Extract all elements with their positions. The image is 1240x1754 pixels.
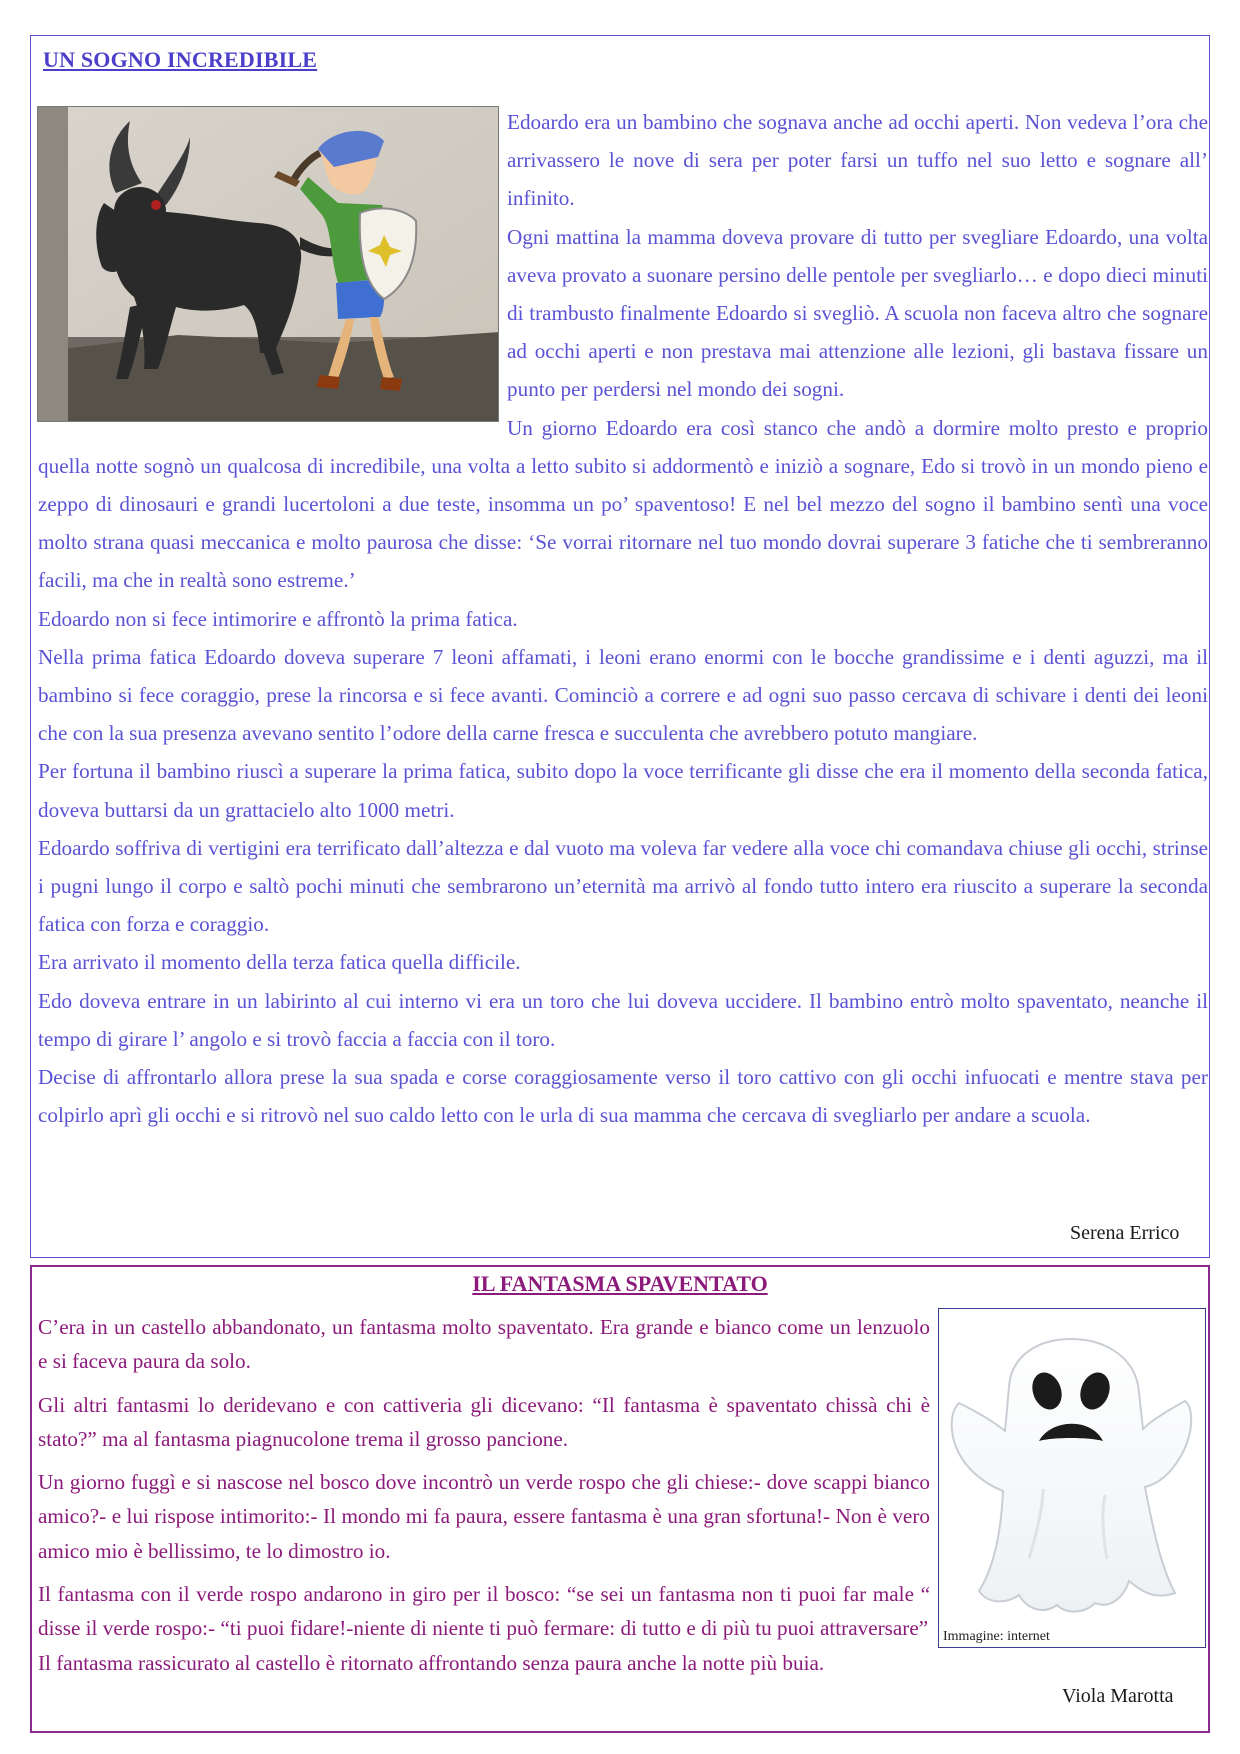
article1-paragraph: Un giorno Edoardo era così stanco che andò a dormire molto presto e proprio quella notte sognò un qualcosa di incredibile, una volta a letto subito si addormentò e iniziò a sognare, Edo si trovò in un mondo pieno e zeppo di dinosauri e grandi lucertoloni a due teste, insomma un po’ spaventoso! E nel bel mezzo del sogno il bambino sentì una voce molto strana quasi meccanica e molto paurosa che disse: ‘Se vorrai ritornare nel tuo mondo dovrai superare 3 fatiche che ti sembreranno facili, ma che in realtà sono estreme.’: [38, 415, 1208, 593]
article1-paragraph: Per fortuna il bambino riuscì a superare la prima fatica, subito dopo la voce terrificante gli disse che era il momento della seconda fatica, doveva buttarsi da un grattacielo alto 1000 metri.: [38, 759, 1208, 822]
article1-title: UN SOGNO INCREDIBILE: [43, 47, 318, 72]
ghost-image: [938, 1308, 1206, 1648]
article2-author: Viola Marotta: [1062, 1685, 1174, 1707]
article2-paragraph: Un giorno fuggì e si nascose nel bosco dove incontrò un verde rospo che gli chiese:- dove scappi bianco amico?- e lui rispose intimorito:- Il mondo mi fa paura, essere fantasma è una gran sfortuna!- Non è vero amico mio è bellissimo, te lo dimostro io.: [38, 1470, 930, 1563]
article1-paragraph: Decise di affrontarlo allora prese la sua spada e corse coraggiosamente verso il toro cattivo con gli occhi infuocati e mentre stava per colpirlo aprì gli occhi e si ritrovò nel suo caldo letto con le urla di sua mamma che cercava di svegliarlo per andare a scuola.: [38, 1065, 1208, 1128]
article1-paragraph: Nella prima fatica Edoardo doveva superare 7 leoni affamati, i leoni erano enormi con le bocche grandissime e i denti aguzzi, ma il bambino si fece coraggio, prese la rincorsa e si fece avanti. Cominciò a correre e ad ogni suo passo cercava di schivare i denti dei leoni che con la sua presenza avevano sentito l’odore della carne fresca e succulenta che avrebbero potuto mangiare.: [38, 644, 1208, 746]
article2-paragraph: C’era in un castello abbandonato, un fantasma molto spaventato. Era grande e bianco come un lenzuolo e si faceva paura da solo.: [38, 1315, 930, 1374]
article1-paragraph: Edoardo soffriva di vertigini era terrificato dall’altezza e dal vuoto ma voleva far vedere alla voce chi comandava chiuse gli occhi, strinse i pugni lungo il corpo e saltò pochi minuti che sembrarono un’eternità ma arrivò al fondo tutto intero era riuscito a superare la seconda fatica con forza e coraggio.: [38, 835, 1208, 937]
article2-paragraph: Gli altri fantasmi lo deridevano e con cattiveria gli dicevano: “Il fantasma è spaventato chissà chi è stato?” ma al fantasma piagnucolone trema il grosso pancione.: [38, 1392, 930, 1451]
article2-paragraph: Il fantasma con il verde rospo andarono in giro per il bosco: “se sei un fantasma non ti puoi far male “ disse il verde rospo:- “ti puoi fidare!-niente di niente ti può fermare: di tutto e di più tu puoi attraversare”: [38, 1582, 930, 1641]
article2-body: [38, 1310, 1206, 1680]
article2-title: IL FANTASMA SPAVENTATO: [472, 1271, 768, 1296]
article1-paragraph: Ogni mattina la mamma doveva provare di tutto per svegliare Edoardo, una volta aveva provato a suonare persino delle pentole per svegliarlo… e dopo dieci minuti di trambusto finalmente Edoardo si svegliò. A scuola non faceva altro che sognare ad occhi aperti e non prestava mai attenzione alle lezioni, gli bastava fissare un punto per perdersi nel mondo dei sogni.: [507, 224, 1208, 402]
article1-author: Serena Errico: [1070, 1222, 1180, 1244]
article1-paragraph: Edo doveva entrare in un labirinto al cui interno vi era un toro che lui doveva uccidere. Il bambino entrò molto spaventato, neanche il tempo di girare l’ angolo e si trovò faccia a faccia con il toro.: [38, 988, 1208, 1051]
article1-body: [38, 103, 1208, 1134]
bull-drawing-image: [37, 106, 499, 422]
article2-paragraph: Il fantasma rassicurato al castello è ritornato affrontando senza paura anche la notte più buia.: [38, 1650, 825, 1675]
ghost-icon: [939, 1309, 1204, 1629]
article1-paragraph: Era arrivato il momento della terza fatica quella difficile.: [38, 950, 521, 975]
article1-paragraph: Edoardo era un bambino che sognava anche ad occhi aperti. Non vedeva l’ora che arrivassero le nove di sera per poter farsi un tuffo nel suo letto e sognare all’ infinito.: [507, 110, 1208, 211]
image-caption: Immagine: internet: [943, 1629, 1050, 1644]
article1-paragraph: Edoardo non si fece intimorire e affrontò la prima fatica.: [38, 606, 518, 631]
